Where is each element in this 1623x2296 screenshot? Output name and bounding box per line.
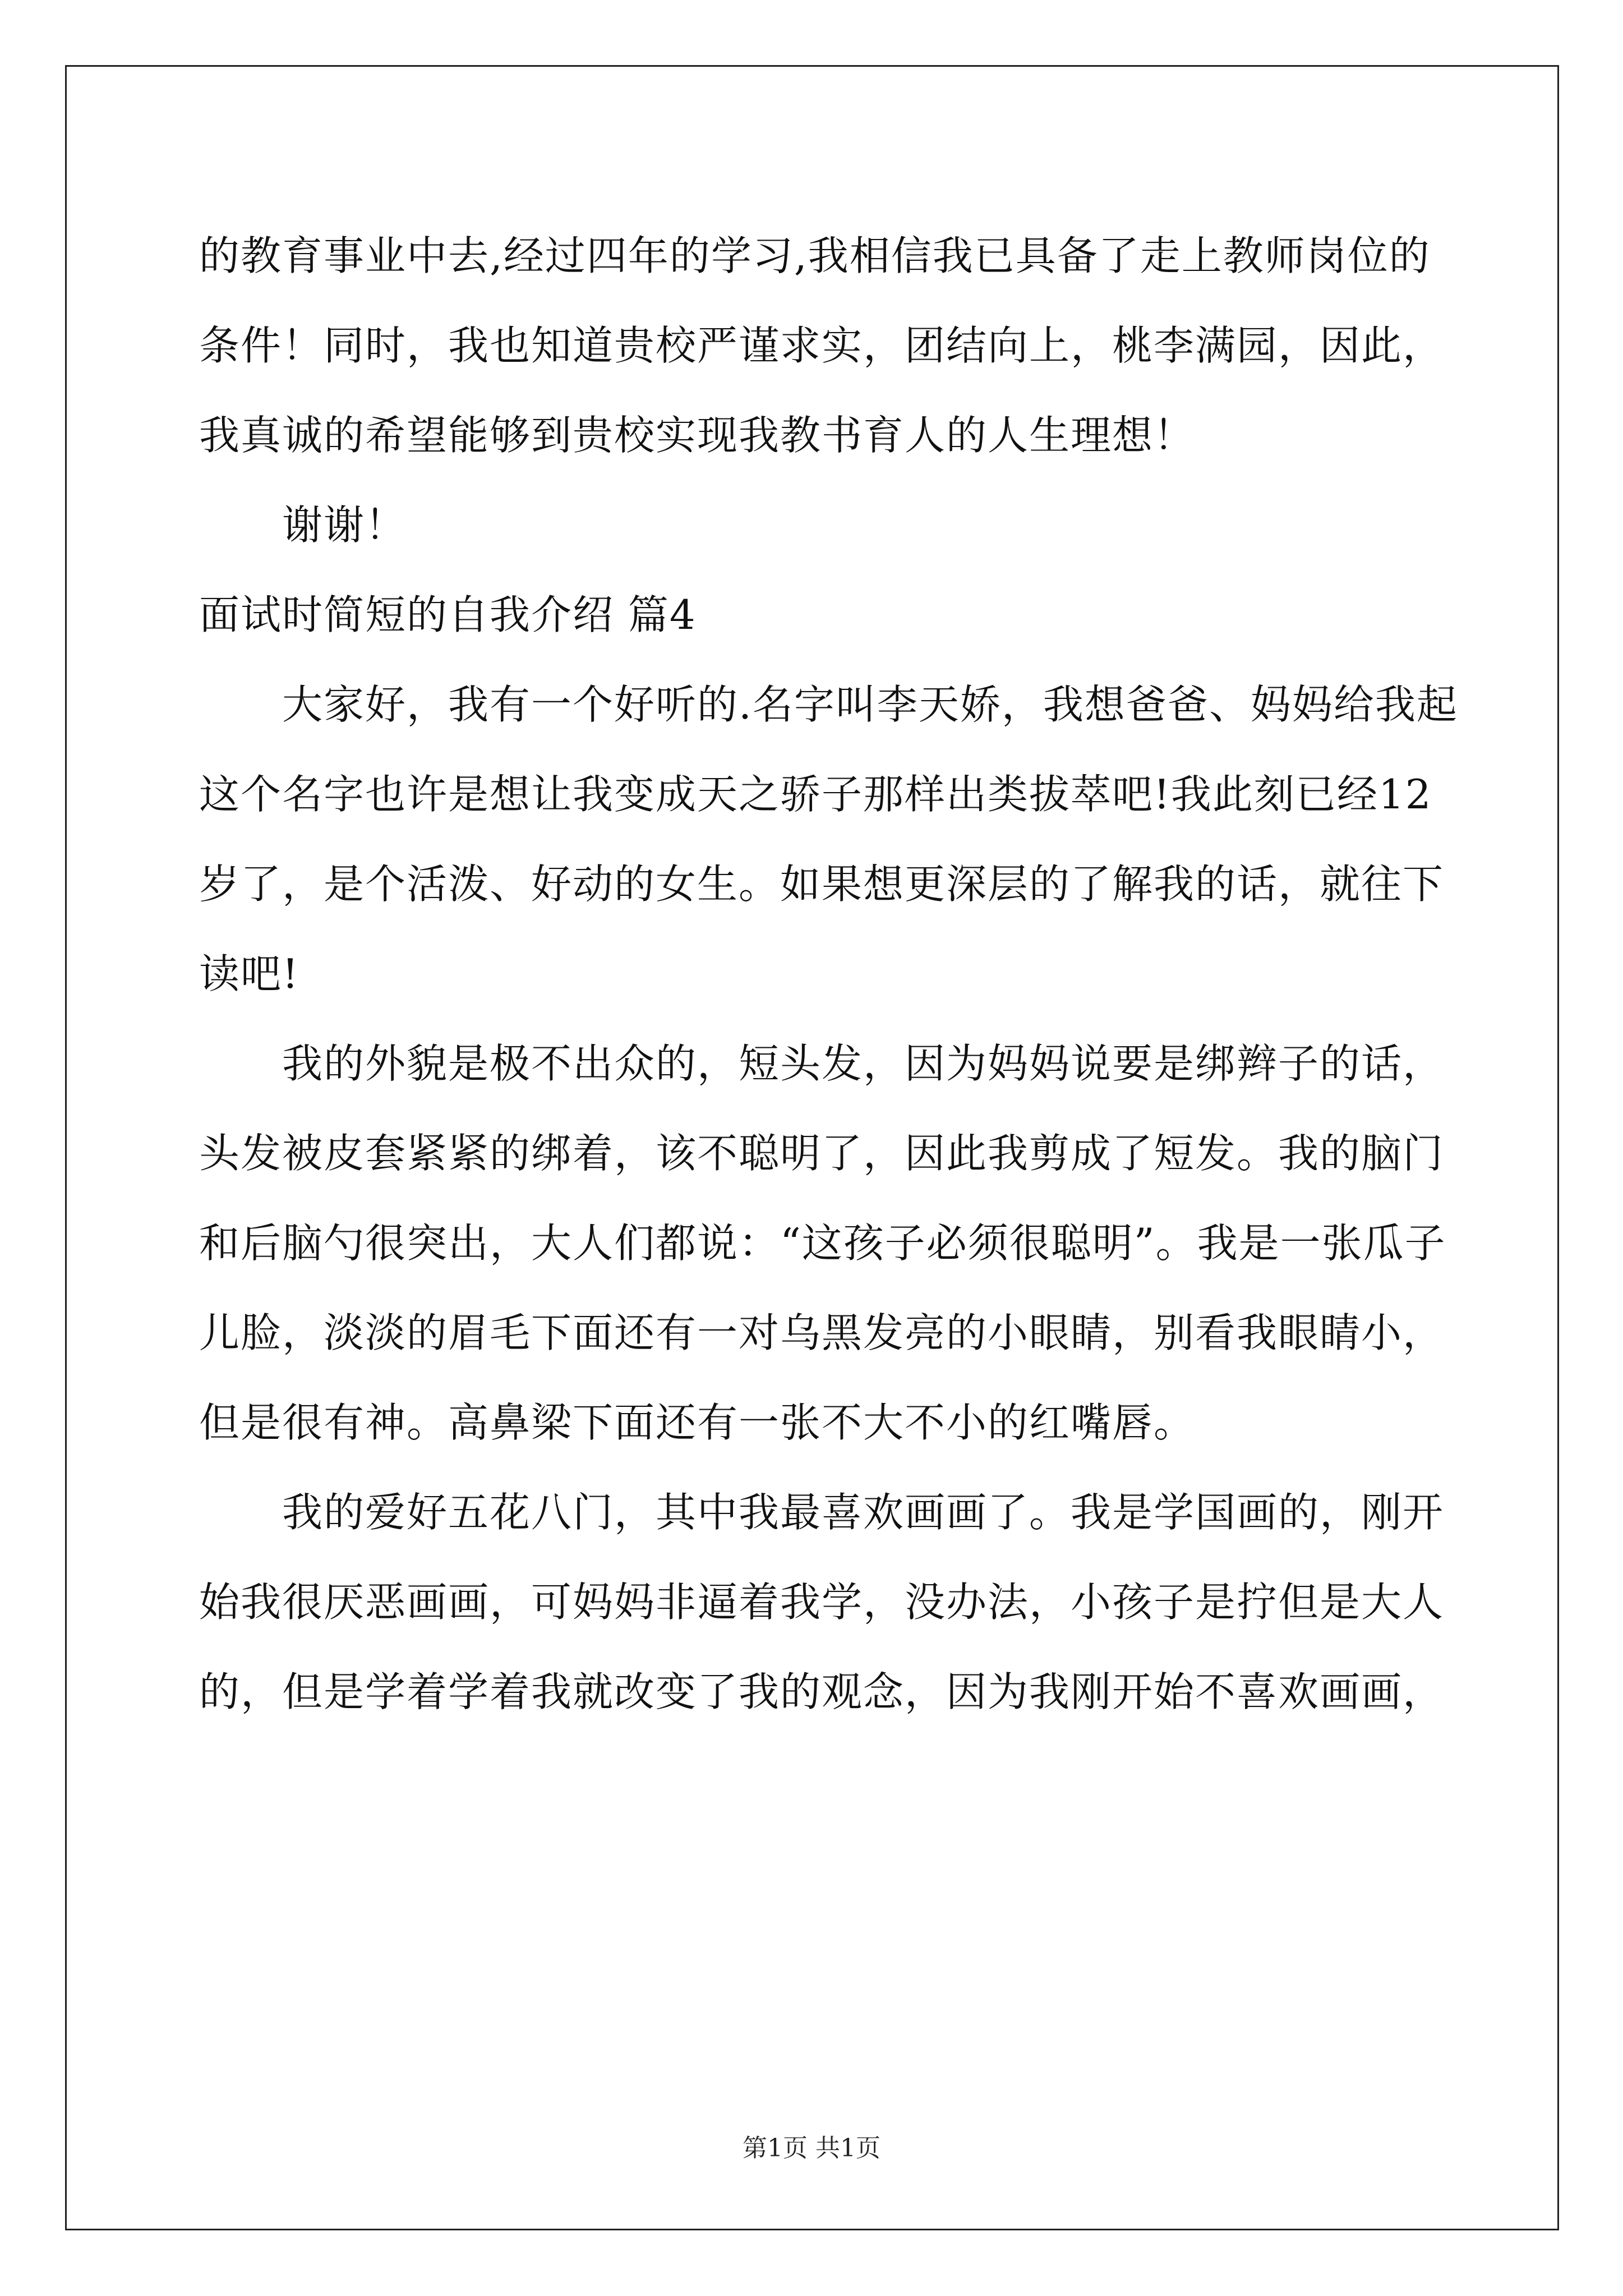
text-line: 和后脑勺很突出，大人们都说：“这孩子必须很聪明”。我是一张瓜子 — [199, 1220, 1446, 1267]
text-line: 但是很有神。高鼻梁下面还有一张不大不小的红嘴唇。 — [199, 1399, 1196, 1446]
text-line: 这个名字也许是想让我变成天之骄子那样出类拔萃吧!我此刻已经12 — [199, 771, 1432, 818]
text-line: 大家好，我有一个好听的.名字叫李天娇，我想爸爸、妈妈给我起 — [282, 681, 1458, 728]
text-line: 岁了，是个活泼、好动的女生。如果想更深层的了解我的话，就往下 — [199, 861, 1445, 908]
text-line: 我真诚的希望能够到贵校实现我教书育人的人生理想！ — [199, 412, 1196, 459]
text-line: 读吧! — [199, 950, 299, 997]
text-line: 谢谢！ — [282, 501, 407, 549]
section-heading: 面试时简短的自我介绍 篇4 — [199, 591, 697, 638]
text-line: 头发被皮套紧紧的绑着，该不聪明了，因此我剪成了短发。我的脑门 — [199, 1130, 1445, 1177]
text-line: 儿脸，淡淡的眉毛下面还有一对乌黑发亮的小眼睛，别看我眼睛小， — [199, 1309, 1445, 1356]
text-line: 条件！同时，我也知道贵校严谨求实，团结向上，桃李满园，因此， — [199, 322, 1445, 369]
text-line: 的，但是学着学着我就改变了我的观念，因为我刚开始不喜欢画画， — [199, 1668, 1445, 1715]
text-line: 我的爱好五花八门，其中我最喜欢画画了。我是学国画的，刚开 — [282, 1489, 1445, 1536]
text-line: 的教育事业中去,经过四年的学习,我相信我已具备了走上教师岗位的 — [199, 232, 1431, 279]
text-line: 我的外貌是极不出众的，短头发，因为妈妈说要是绑辫子的话， — [282, 1040, 1445, 1087]
text-line: 始我很厌恶画画，可妈妈非逼着我学，没办法，小孩子是拧但是大人 — [199, 1579, 1445, 1626]
page-footer: 第1页 共1页 — [743, 2134, 880, 2162]
